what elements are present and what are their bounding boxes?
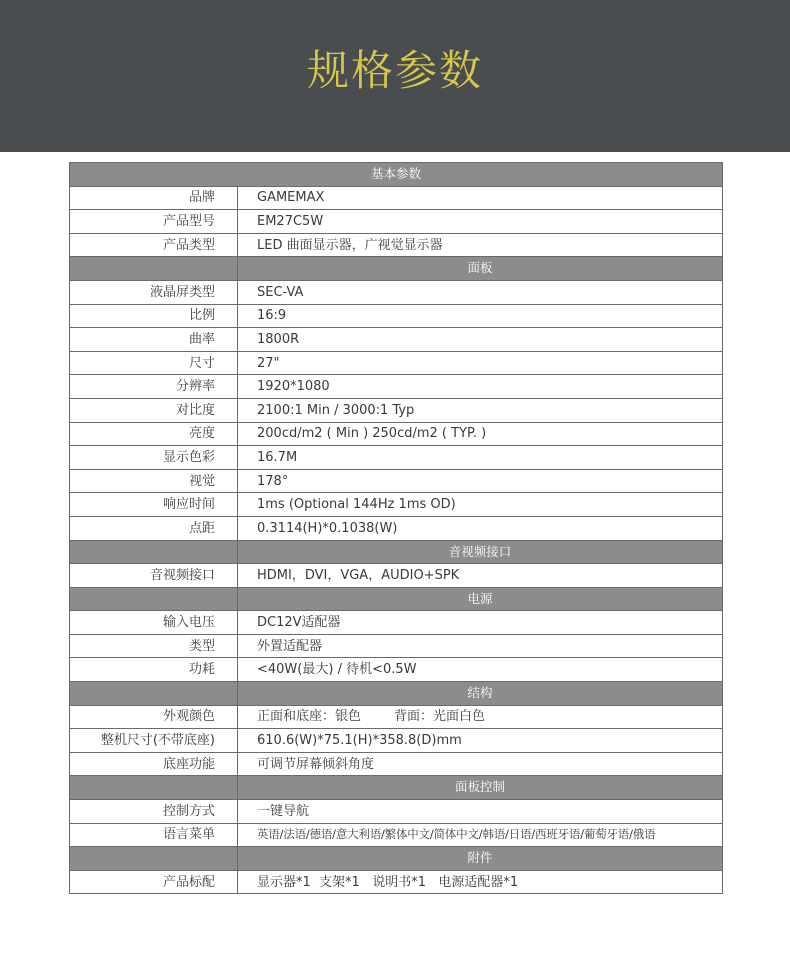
section-title: 面板 [238,257,723,281]
row-value: HDMI，DVI，VGA，AUDIO+SPK [238,564,723,588]
table-row [70,658,723,682]
section-spacer [70,776,238,800]
row-label: 视觉 [70,469,238,493]
row-label: 输入电压 [70,611,238,635]
section-header-basic [70,163,723,187]
section-spacer [70,540,238,564]
table-row [70,280,723,304]
table-row [70,800,723,824]
table-row [70,351,723,375]
row-value: 可调节屏幕倾斜角度 [238,752,723,776]
row-value: SEC-VA [238,280,723,304]
row-value: GAMEMAX [238,186,723,210]
section-header-controls [70,776,723,800]
section-header-power [70,587,723,611]
section-title: 音视频接口 [238,540,723,564]
row-label: 比例 [70,304,238,328]
section-title: 面板控制 [238,776,723,800]
table-row [70,611,723,635]
section-header-accessories [70,847,723,871]
row-label: 亮度 [70,422,238,446]
section-header-structure [70,682,723,706]
table-row [70,752,723,776]
row-value: 显示器*1 支架*1 说明书*1 电源适配器*1 [238,870,723,894]
row-label: 产品标配 [70,870,238,894]
row-value: 外置适配器 [238,634,723,658]
row-value: 英语/法语/德语/意大利语/繁体中文/简体中文/韩语/日语/西班牙语/葡萄牙语/俄语 [238,823,723,847]
row-value: 2100:1 Min / 3000:1 Typ [238,398,723,422]
table-row [70,233,723,257]
section-spacer [70,847,238,871]
row-label: 音视频接口 [70,564,238,588]
table-row [70,446,723,470]
table-row [70,564,723,588]
row-value: 178° [238,469,723,493]
row-label: 底座功能 [70,752,238,776]
table-row [70,634,723,658]
row-value: LED 曲面显示器，广视觉显示器 [238,233,723,257]
row-label: 类型 [70,634,238,658]
row-value: 正面和底座：银色 背面：光面白色 [238,705,723,729]
row-label: 外观颜色 [70,705,238,729]
row-label: 尺寸 [70,351,238,375]
spec-table-body [70,163,723,894]
section-spacer [70,257,238,281]
row-label: 功耗 [70,658,238,682]
row-label: 整机尺寸(不带底座) [70,729,238,753]
row-value: 200cd/m2 ( Min ) 250cd/m2 ( TYP. ) [238,422,723,446]
row-label: 点距 [70,516,238,540]
row-value: <40W(最大) / 待机<0.5W [238,658,723,682]
section-title: 电源 [238,587,723,611]
section-header-panel [70,257,723,281]
row-value: 27" [238,351,723,375]
row-label: 曲率 [70,328,238,352]
page-title: 规格参数 [306,46,483,95]
table-row [70,375,723,399]
table-row [70,328,723,352]
section-header-av [70,540,723,564]
table-row [70,398,723,422]
row-label: 产品型号 [70,210,238,234]
row-value: EM27C5W [238,210,723,234]
row-label: 显示色彩 [70,446,238,470]
row-label: 液晶屏类型 [70,280,238,304]
row-value: 610.6(W)*75.1(H)*358.8(D)mm [238,729,723,753]
row-value: 一键导航 [238,800,723,824]
row-label: 分辨率 [70,375,238,399]
table-row [70,186,723,210]
row-value: DC12V适配器 [238,611,723,635]
row-label: 产品类型 [70,233,238,257]
table-row [70,304,723,328]
row-label: 品牌 [70,186,238,210]
row-value: 0.3114(H)*0.1038(W) [238,516,723,540]
row-label: 响应时间 [70,493,238,517]
table-row [70,516,723,540]
table-row [70,705,723,729]
section-spacer [70,682,238,706]
table-row [70,493,723,517]
row-label: 对比度 [70,398,238,422]
table-row [70,823,723,847]
row-label: 控制方式 [70,800,238,824]
table-row [70,422,723,446]
spec-table [69,162,723,894]
section-title: 附件 [238,847,723,871]
row-value: 16:9 [238,304,723,328]
row-value: 1800R [238,328,723,352]
section-title: 基本参数 [70,163,723,187]
table-row [70,729,723,753]
table-row [70,870,723,894]
page-header [0,0,790,152]
row-label: 语言菜单 [70,823,238,847]
section-spacer [70,587,238,611]
row-value: 16.7M [238,446,723,470]
row-value: 1920*1080 [238,375,723,399]
table-row [70,469,723,493]
section-title: 结构 [238,682,723,706]
table-row [70,210,723,234]
row-value: 1ms (Optional 144Hz 1ms OD) [238,493,723,517]
